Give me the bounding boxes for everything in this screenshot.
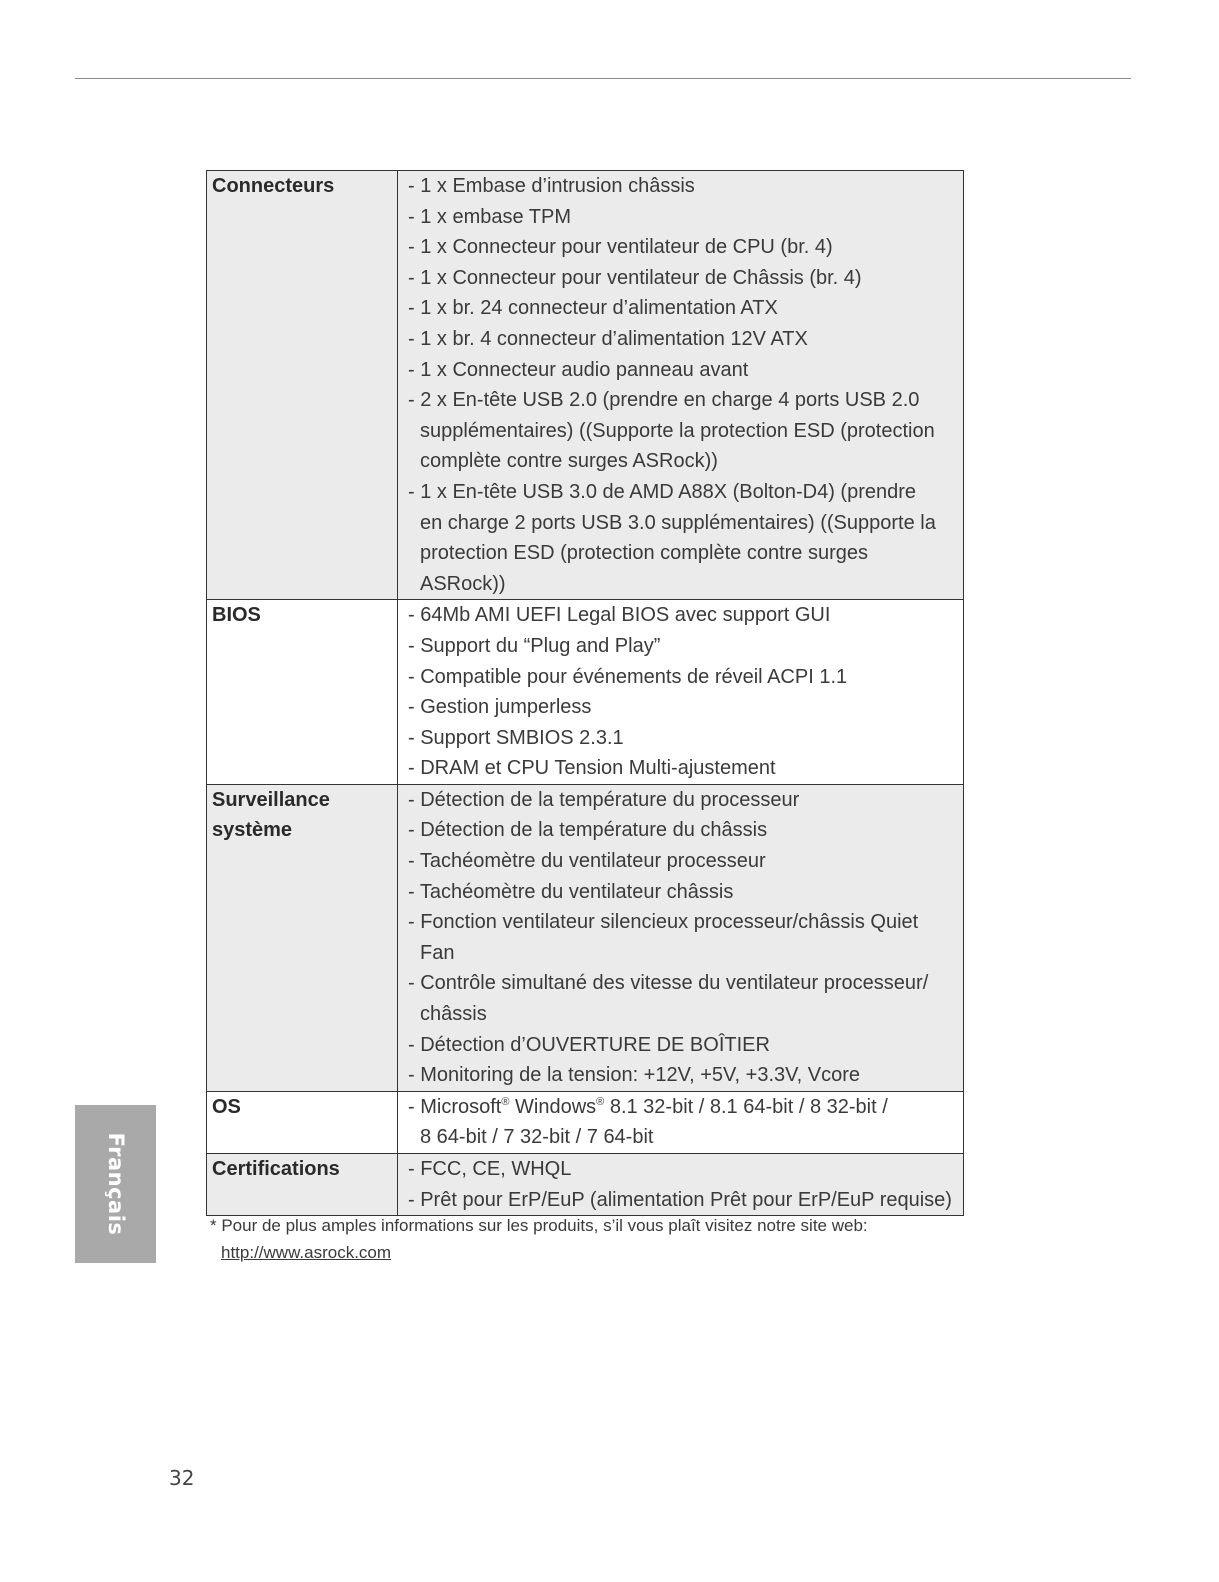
spec-category-label-line: Surveillance [212,788,330,811]
spec-item-continuation: ASRock)) [420,572,506,595]
spec-item: - 1 x Connecteur audio panneau avant [408,358,749,381]
spec-row-bios [207,600,964,785]
spec-item: - DRAM et CPU Tension Multi-ajustement [408,757,776,780]
spec-item: - 1 x En-tête USB 3.0 de AMD A88X (Bolton-D4) (prendre [408,480,917,503]
spec-row-os [207,1091,964,1153]
spec-item: - FCC, CE, WHQL [408,1158,572,1180]
spec-item-continuation: Fan [420,941,455,964]
spec-item: - 1 x embase TPM [408,205,572,228]
spec-row-connectors [207,171,964,600]
spec-item: - Support SMBIOS 2.3.1 [408,726,624,749]
website-link[interactable]: http://www.asrock.com [221,1243,392,1262]
spec-item: - Compatible pour événements de réveil ACPI 1.1 [408,665,848,688]
spec-item: - Tachéomètre du ventilateur châssis [408,880,734,903]
footnote [210,1212,868,1266]
spec-category-label: Certifications [207,1154,398,1216]
spec-item [408,1092,963,1123]
spec-category-label: Connecteurs [207,171,398,600]
spec-category-label: BIOS [207,600,398,785]
spec-item: - Détection d’OUVERTURE DE BOÎTIER [408,1033,770,1056]
spec-row-certifications [207,1154,964,1216]
spec-category-label: OS [207,1091,398,1153]
spec-item: - 1 x br. 24 connecteur d’alimentation ATX [408,297,778,320]
spec-item: - Monitoring de la tension: +12V, +5V, +3.3V, Vcore [408,1064,860,1087]
spec-item: - Tachéomètre du ventilateur processeur [408,850,766,873]
page-number: 32 [169,1466,195,1490]
spec-category-label-line: système [212,819,293,842]
spec-row-monitoring [207,784,964,1091]
os-text-windows: Windows [509,1095,597,1118]
spec-item: - Gestion jumperless [408,696,592,719]
spec-item: - Prêt pour ErP/EuP (alimentation Prêt pour ErP/EuP requise) [408,1188,952,1211]
spec-item: - Support du “Plug and Play” [408,634,661,657]
header-rule [75,78,1131,79]
spec-item: - 64Mb AMI UEFI Legal BIOS avec support GUI [408,604,831,627]
spec-items [398,600,964,785]
language-tab-label: Français [103,1132,128,1236]
spec-item: - 1 x Connecteur pour ventilateur de CPU (br. 4) [408,236,833,259]
registered-mark: ® [596,1095,605,1108]
registered-mark: ® [501,1095,510,1108]
spec-item: - 2 x En-tête USB 2.0 (prendre en charge 4 ports USB 2.0 [408,389,920,412]
spec-items [398,171,964,600]
footnote-text: * Pour de plus amples informations sur les produits, s’il vous plaît visitez notre site web: [210,1216,868,1235]
spec-item: - Détection de la température du châssis [408,819,768,842]
spec-item-continuation: en charge 2 ports USB 3.0 supplémentaires) ((Supporte la [420,511,936,534]
os-text-microsoft: - Microsoft [408,1095,502,1118]
specification-table [206,170,964,1216]
spec-items [398,1154,964,1216]
spec-item: - 1 x Embase d’intrusion châssis [408,175,695,197]
spec-item-continuation: complète contre surges ASRock)) [420,450,718,473]
spec-item: - 1 x br. 4 connecteur d’alimentation 12V ATX [408,327,808,350]
language-tab [75,1105,156,1263]
spec-item-continuation: châssis [420,1003,487,1026]
spec-item-continuation: supplémentaires) ((Supporte la protection ESD (protection [420,419,935,442]
spec-items [398,784,964,1091]
spec-item: - Contrôle simultané des vitesse du ventilateur processeur/ [408,972,929,995]
spec-items [398,1091,964,1153]
spec-item-continuation: 8 64-bit / 7 32-bit / 7 64-bit [420,1126,654,1149]
spec-item: - 1 x Connecteur pour ventilateur de Châssis (br. 4) [408,266,862,289]
spec-item-continuation: protection ESD (protection complète contre surges [420,542,868,565]
os-text-versions: 8.1 32-bit / 8.1 64-bit / 8 32-bit / [604,1095,888,1118]
spec-item: - Détection de la température du processeur [408,788,800,811]
spec-category-label [207,784,398,1091]
spec-item: - Fonction ventilateur silencieux processeur/châssis Quiet [408,911,919,934]
